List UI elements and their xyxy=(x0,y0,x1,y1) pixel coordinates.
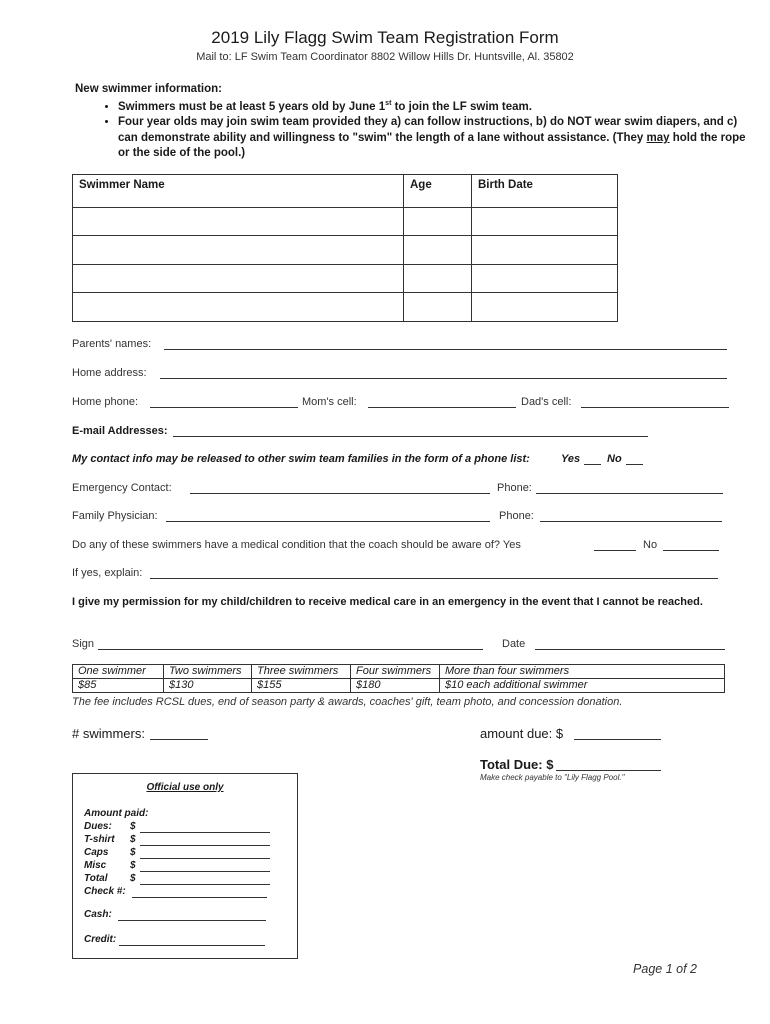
swimmer-row[interactable] xyxy=(73,264,618,293)
total-due-field[interactable] xyxy=(556,770,661,771)
swimmer-table xyxy=(72,174,618,322)
swimmer-row[interactable] xyxy=(73,207,618,236)
cash-label: Cash: xyxy=(84,909,112,920)
num-swimmers-label: # swimmers: xyxy=(72,726,145,741)
emergency-phone-field[interactable] xyxy=(536,493,723,494)
form-title: 2019 Lily Flagg Swim Team Registration Form xyxy=(211,28,559,47)
amount-due-field[interactable] xyxy=(574,739,661,740)
credit-field[interactable] xyxy=(119,945,265,946)
dad-cell-field[interactable] xyxy=(581,407,729,408)
fee-header: Three swimmers xyxy=(252,665,351,679)
physician-phone-label: Phone: xyxy=(499,510,534,522)
parents-label: Parents' names: xyxy=(72,338,152,350)
fee-amount: $85 xyxy=(73,679,164,693)
medical-yes-field[interactable] xyxy=(594,550,636,551)
dollar-sign: $ xyxy=(130,873,136,884)
check-number-field[interactable] xyxy=(132,897,267,898)
dad-cell-label: Dad's cell: xyxy=(521,396,572,408)
date-label: Date xyxy=(502,638,526,650)
fee-amount: $10 each additional swimmer xyxy=(440,679,725,693)
parents-field[interactable] xyxy=(164,349,727,350)
fee-header: One swimmer xyxy=(73,665,164,679)
medical-condition-label: Do any of these swimmers have a medical condition that the coach should be aware of? Yes xyxy=(72,539,521,551)
fee-header: Four swimmers xyxy=(351,665,440,679)
fee-amount: $155 xyxy=(252,679,351,693)
fee-header: More than four swimmers xyxy=(440,665,725,679)
num-swimmers-field[interactable] xyxy=(150,739,208,740)
date-field[interactable] xyxy=(535,649,725,650)
dollar-sign: $ xyxy=(130,847,136,858)
page-number: Page 1 of 2 xyxy=(633,962,697,976)
credit-label: Credit: xyxy=(84,934,117,945)
misc-field[interactable] xyxy=(140,871,270,872)
cash-field[interactable] xyxy=(118,920,266,921)
caps-field[interactable] xyxy=(140,858,270,859)
fee-header: Two swimmers xyxy=(164,665,252,679)
fee-table xyxy=(72,664,725,693)
intro-bullets xyxy=(75,96,758,162)
explain-field[interactable] xyxy=(150,578,718,579)
medical-permission-statement: I give my permission for my child/children to receive medical care in an emergency in the event that I cannot be reached. xyxy=(72,596,703,608)
amount-due-label: amount due: $ xyxy=(480,726,564,741)
intro-heading: New swimmer information: xyxy=(75,83,222,95)
sign-label: Sign xyxy=(72,638,95,650)
tshirt-label: T-shirt xyxy=(84,834,115,845)
contact-release-label: My contact info may be released to other swim team families in the form of a phone list: xyxy=(72,453,530,465)
medical-no-label: No xyxy=(643,539,658,551)
caps-label: Caps xyxy=(84,847,109,858)
check-payable-note: Make check payable to "Lily Flagg Pool." xyxy=(480,773,625,782)
contact-no-field[interactable] xyxy=(626,464,643,465)
contact-yes-label: Yes xyxy=(561,453,581,465)
fee-amount-row xyxy=(73,679,725,693)
bullet-age-requirement: • Swimmers must be at least 5 years old by June 1st to join the LF swim team. xyxy=(118,96,758,115)
total-label: Total xyxy=(84,873,108,884)
mom-cell-field[interactable] xyxy=(368,407,516,408)
email-label: E-mail Addresses: xyxy=(72,425,168,437)
col-swimmer-name: Swimmer Name xyxy=(73,175,404,208)
medical-no-field[interactable] xyxy=(663,550,719,551)
official-use-box xyxy=(72,773,298,959)
dollar-sign: $ xyxy=(130,860,136,871)
email-field[interactable] xyxy=(173,436,648,437)
dollar-sign: $ xyxy=(130,821,136,832)
mailing-address: Mail to: LF Swim Team Coordinator 8802 Willow Hills Dr. Huntsville, Al. 35802 xyxy=(196,51,574,63)
emergency-contact-field[interactable] xyxy=(190,493,490,494)
official-use-title: Official use only xyxy=(146,782,224,793)
home-phone-field[interactable] xyxy=(150,407,298,408)
address-field[interactable] xyxy=(160,378,727,379)
swimmer-row[interactable] xyxy=(73,236,618,265)
physician-field[interactable] xyxy=(166,521,490,522)
fee-header-row xyxy=(73,665,725,679)
mom-cell-label: Mom's cell: xyxy=(302,396,357,408)
dollar-sign: $ xyxy=(130,834,136,845)
physician-phone-field[interactable] xyxy=(540,521,722,522)
address-label: Home address: xyxy=(72,367,147,379)
dues-field[interactable] xyxy=(140,832,270,833)
emergency-contact-label: Emergency Contact: xyxy=(72,482,172,494)
fee-note: The fee includes RCSL dues, end of season party & awards, coaches' gift, team photo, and concession donation. xyxy=(72,696,623,708)
signature-field[interactable] xyxy=(98,649,483,650)
col-birth-date: Birth Date xyxy=(472,175,618,208)
tshirt-field[interactable] xyxy=(140,845,270,846)
contact-yes-field[interactable] xyxy=(584,464,601,465)
fee-amount: $130 xyxy=(164,679,252,693)
explain-label: If yes, explain: xyxy=(72,567,143,579)
emergency-phone-label: Phone: xyxy=(497,482,532,494)
physician-label: Family Physician: xyxy=(72,510,158,522)
total-due-label: Total Due: $ xyxy=(480,757,554,772)
col-age: Age xyxy=(404,175,472,208)
fee-amount: $180 xyxy=(351,679,440,693)
dues-label: Dues: xyxy=(84,821,112,832)
misc-label: Misc xyxy=(84,860,107,871)
home-phone-label: Home phone: xyxy=(72,396,139,408)
bullet-four-year-olds: • Four year olds may join swim team provided they a) can follow instructions, b) do NOT wear swim diapers, and c) can demonstrate ability and willingness to "swim" the length of a lane without assistance. (They may hold the rope or the side of the pool.) xyxy=(118,115,758,162)
total-field[interactable] xyxy=(140,884,270,885)
contact-no-label: No xyxy=(607,453,622,465)
check-number-label: Check #: xyxy=(84,886,126,897)
swimmer-row[interactable] xyxy=(73,293,618,322)
amount-paid-label: Amount paid: xyxy=(84,808,149,819)
